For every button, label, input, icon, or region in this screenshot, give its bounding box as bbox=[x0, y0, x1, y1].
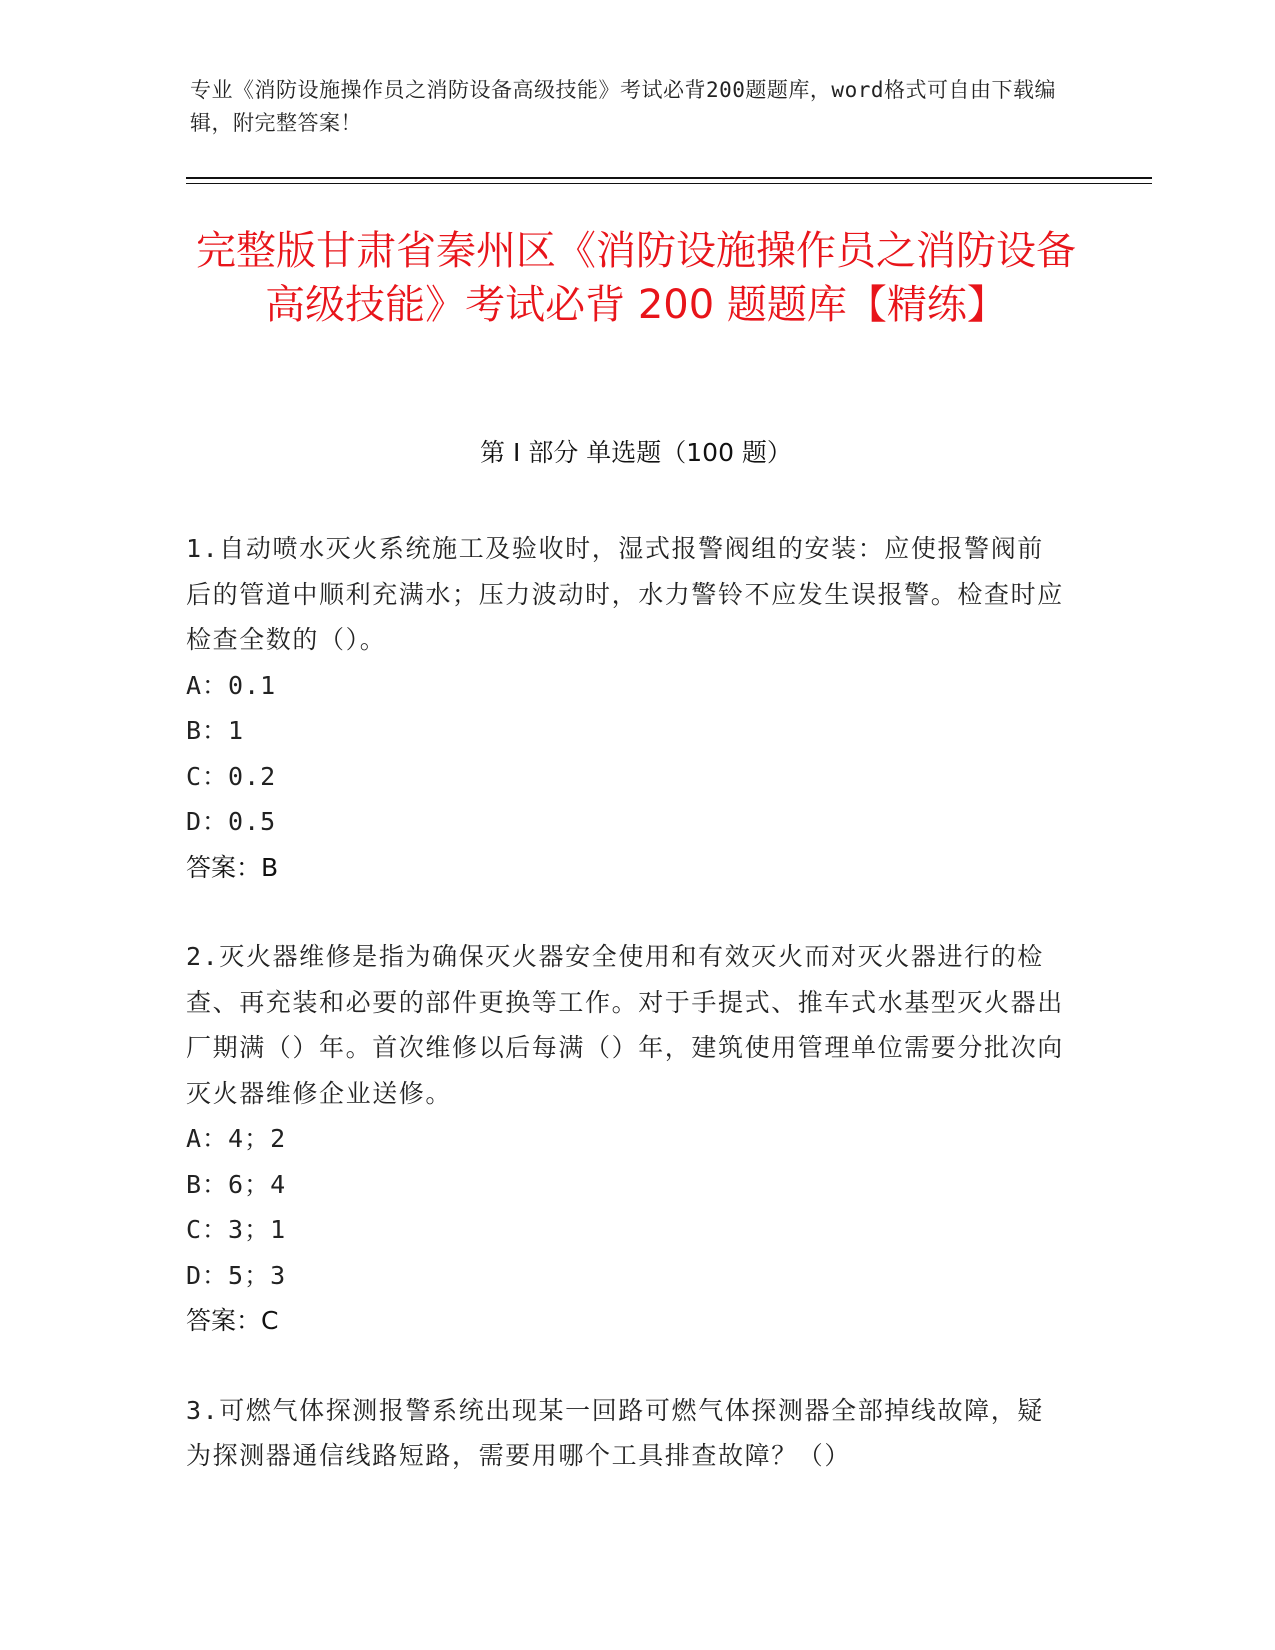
section-title: 第 I 部分 单选题（100 题） bbox=[480, 438, 792, 467]
header-note: 专业《消防设施操作员之消防设备高级技能》考试必背200题题库，word格式可自由下载编辑，附完整答案！ bbox=[190, 78, 1056, 135]
header-divider-thick bbox=[186, 177, 1152, 179]
option-c: C：0.2 bbox=[186, 761, 277, 791]
question-list bbox=[186, 526, 1066, 1523]
option-d: D：0.5 bbox=[186, 807, 277, 836]
question-stem: 3.可燃气体探测报警系统出现某一回路可燃气体探测器全部掉线故障，疑为探测器通信线路短路，需要用哪个工具排查故障？（） bbox=[186, 1395, 1044, 1470]
document-title: 完整版甘肃省秦州区《消防设施操作员之消防设备高级技能》考试必背 200 题题库【精练】 bbox=[196, 228, 1076, 328]
answer: 答案：B bbox=[186, 852, 279, 882]
question-1 bbox=[186, 526, 1066, 890]
option-c: C：3；1 bbox=[186, 1215, 287, 1244]
question-stem: 1.自动喷水灭火系统施工及验收时，湿式报警阀组的安装：应使报警阀前后的管道中顺利充满水；压力波动时，水力警铃不应发生误报警。检查时应检查全数的（）。 bbox=[186, 534, 1064, 654]
option-b: B：6；4 bbox=[186, 1169, 287, 1199]
option-a: A：0.1 bbox=[186, 670, 277, 700]
question-stem: 2.灭火器维修是指为确保灭火器安全使用和有效灭火而对灭火器进行的检查、再充装和必要的部件更换等工作。对于手提式、推车式水基型灭火器出厂期满（）年。首次维修以后每满（）年，建筑使用管理单位需要分批次向灭火器维修企业送修。 bbox=[186, 942, 1064, 1108]
option-d: D：5；3 bbox=[186, 1260, 287, 1290]
answer: 答案：C bbox=[186, 1306, 279, 1335]
question-2 bbox=[186, 934, 1066, 1344]
header-divider-thin bbox=[186, 183, 1152, 184]
option-b: B：1 bbox=[186, 716, 245, 745]
option-a: A：4；2 bbox=[186, 1124, 287, 1153]
question-3 bbox=[186, 1388, 1066, 1479]
